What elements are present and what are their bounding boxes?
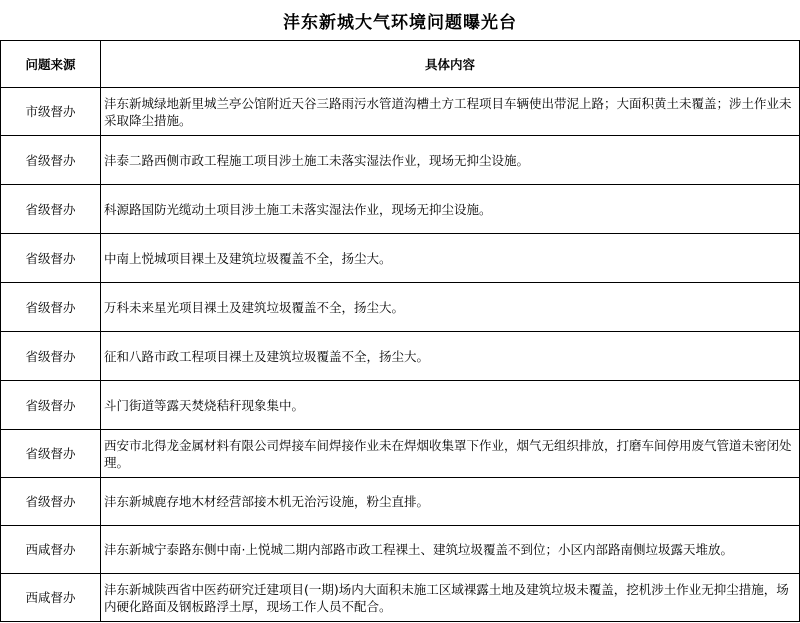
row-source: 省级督办	[1, 283, 101, 332]
table-header-row	[1, 41, 800, 88]
row-source: 省级督办	[1, 381, 101, 430]
table-row	[1, 526, 800, 574]
row-content: 科源路国防光缆动土项目涉土施工未落实湿法作业，现场无抑尘设施。	[101, 185, 800, 234]
issue-table	[0, 40, 800, 622]
row-source: 省级督办	[1, 185, 101, 234]
table-row	[1, 283, 800, 332]
row-content: 沣东新城绿地新里城兰亭公馆附近天谷三路雨污水管道沟槽土方工程项目车辆使出带泥上路；大面积黄土未覆盖；涉土作业未采取降尘措施。	[101, 88, 800, 136]
row-content: 沣东新城鹿存地木材经营部接木机无治污设施，粉尘直排。	[101, 478, 800, 526]
table-row	[1, 234, 800, 283]
row-source: 省级督办	[1, 478, 101, 526]
table-row	[1, 332, 800, 381]
row-source: 市级督办	[1, 88, 101, 136]
table-row	[1, 88, 800, 136]
table-row	[1, 185, 800, 234]
header-content: 具体内容	[101, 41, 800, 88]
row-content: 沣东新城陕西省中医药研究迁建项目(一期)场内大面积未施工区域裸露土地及建筑垃圾未覆盖，挖机涉土作业无抑尘措施，场内硬化路面及钢板路浮土厚，现场工作人员不配合。	[101, 574, 800, 622]
table-row	[1, 430, 800, 478]
row-content: 沣泰二路西侧市政工程施工项目涉土施工未落实湿法作业，现场无抑尘设施。	[101, 136, 800, 185]
row-content: 万科未来星光项目裸土及建筑垃圾覆盖不全，扬尘大。	[101, 283, 800, 332]
row-content: 征和八路市政工程项目裸土及建筑垃圾覆盖不全，扬尘大。	[101, 332, 800, 381]
row-content: 西安市北得龙金属材料有限公司焊接车间焊接作业未在焊烟收集罩下作业，烟气无组织排放，打磨车间停用废气管道未密闭处理。	[101, 430, 800, 478]
page-title: 沣东新城大气环境问题曝光台	[283, 12, 517, 33]
row-content: 沣东新城宁泰路东侧中南·上悦城二期内部路市政工程裸土、建筑垃圾覆盖不到位；小区内部路南侧垃圾露天堆放。	[101, 526, 800, 574]
row-source: 省级督办	[1, 136, 101, 185]
table-row	[1, 574, 800, 622]
table-row	[1, 136, 800, 185]
row-source: 省级督办	[1, 332, 101, 381]
row-source: 西咸督办	[1, 574, 101, 622]
row-source: 西咸督办	[1, 526, 101, 574]
table-row	[1, 478, 800, 526]
table-row	[1, 381, 800, 430]
header-source: 问题来源	[1, 41, 101, 88]
row-content: 斗门街道等露天焚烧秸秆现象集中。	[101, 381, 800, 430]
row-content: 中南上悦城项目裸土及建筑垃圾覆盖不全，扬尘大。	[101, 234, 800, 283]
row-source: 省级督办	[1, 430, 101, 478]
row-source: 省级督办	[1, 234, 101, 283]
